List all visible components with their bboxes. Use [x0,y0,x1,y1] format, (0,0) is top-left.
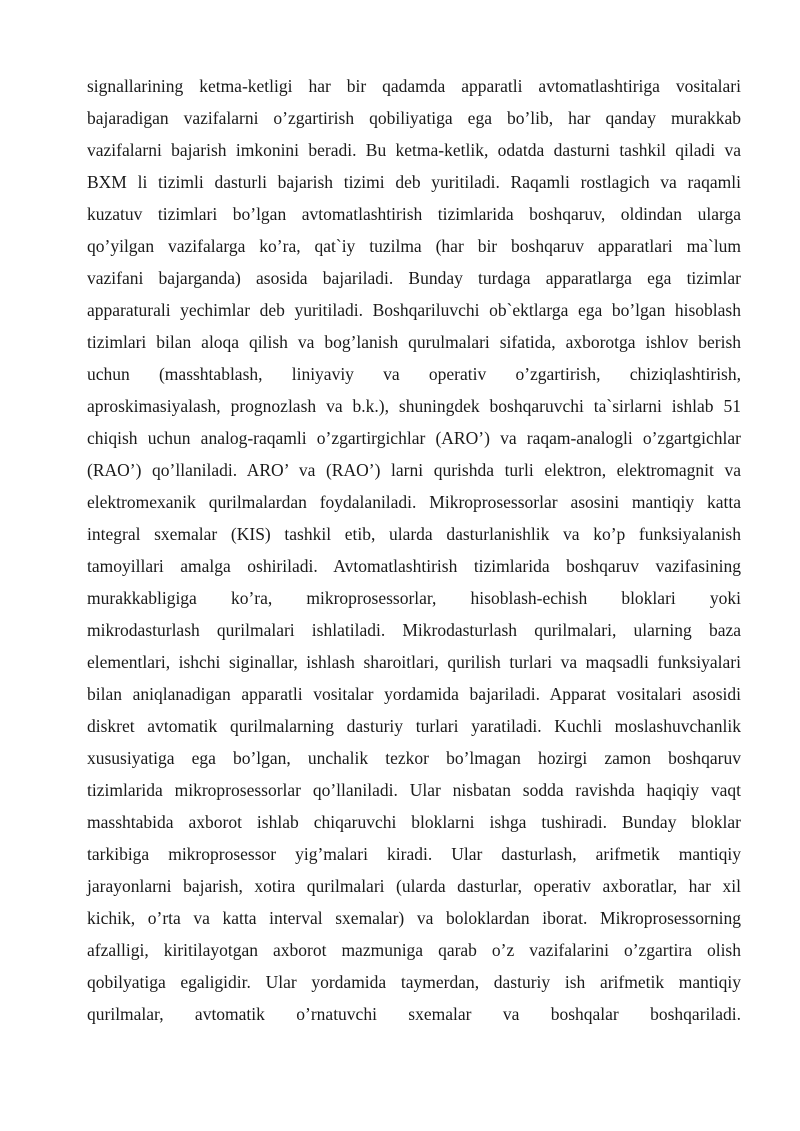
text-line: xususiyatiga ega bo’lgan, unchalik tezkor bo’lmagan hozirgi zamon boshqaruv [87,748,741,768]
text-line: integral sxemalar (KIS) tashkil etib, ularda dasturlanishlik va ko’p funksiyalanish [87,524,741,544]
text-line: qurilmalar, avtomatik o’rnatuvchi sxemalar va boshqalar boshqariladi. [87,1004,741,1024]
text-line: jarayonlarni bajarish, xotira qurilmalari (ularda dasturlar, operativ axboratlar, har xil [87,876,741,896]
text-line: vazifalarni bajarish imkonini beradi. Bu ketma-ketlik, odatda dasturni tashkil qiladi va [87,140,741,160]
text-line: bilan aniqlanadigan apparatli vositalar yordamida bajariladi. Apparat vositalari asosidi [87,684,741,704]
text-line: afzalligi, kiritilayotgan axborot mazmuniga qarab o’z vazifalarini o’zgartira olish [87,940,741,960]
text-line: tizimlarida mikroprosessorlar qo’llaniladi. Ular nisbatan sodda ravishda haqiqiy vaqt [87,780,741,800]
text-line: qo’yilgan vazifalarga ko’ra, qat`iy tuzilma (har bir boshqaruv apparatlari ma`lum [87,236,741,256]
text-line: qobilyatiga egaligidir. Ular yordamida taymerdan, dasturiy ish arifmetik mantiqiy [87,972,741,992]
text-line: signallarining ketma-ketligi har bir qadamda apparatli avtomatlashtiriga vositalari [87,76,741,96]
text-line: tarkibiga mikroprosessor yig’malari kiradi. Ular dasturlash, arifmetik mantiqiy [87,844,741,864]
text-line: mikrodasturlash qurilmalari ishlatiladi. Mikrodasturlash qurilmalari, ularning baza [87,620,741,640]
text-line: BXM li tizimli dasturli bajarish tizimi deb yuritiladi. Raqamli rostlagich va raqamli [87,172,741,192]
text-line: murakkabligiga ko’ra, mikroprosessorlar, hisoblash-echish bloklari yoki [87,588,741,608]
text-line: kuzatuv tizimlari bo’lgan avtomatlashtirish tizimlarida boshqaruv, oldindan ularga [87,204,741,224]
text-line: elementlari, ishchi siginallar, ishlash sharoitlari, qurilish turlari va maqsadli funksiyalari [87,652,741,672]
text-line: uchun (masshtablash, liniyaviy va operativ o’zgartirish, chiziqlashtirish, [87,364,741,384]
text-line: kichik, o’rta va katta interval sxemalar) va boloklardan iborat. Mikroprosessorning [87,908,741,928]
text-line: tamoyillari amalga oshiriladi. Avtomatlashtirish tizimlarida boshqaruv vazifasining [87,556,741,576]
text-line: vazifani bajarganda) asosida bajariladi. Bunday turdaga apparatlarga ega tizimlar [87,268,741,288]
text-line: diskret avtomatik qurilmalarning dasturiy turlari yaratiladi. Kuchli moslashuvchanlik [87,716,741,736]
text-line: (RAO’) qo’llaniladi. ARO’ va (RAO’) larni qurishda turli elektron, elektromagnit va [87,460,741,480]
text-line: elektromexanik qurilmalardan foydalaniladi. Mikroprosessorlar asosini mantiqiy katta [87,492,741,512]
text-line: masshtabida axborot ishlab chiqaruvchi bloklarni ishga tushiradi. Bunday bloklar [87,812,741,832]
body-paragraph [87,70,741,1030]
text-line: apparaturali yechimlar deb yuritiladi. Boshqariluvchi ob`ektlarga ega bo’lgan hisoblash [87,300,741,320]
text-line: bajaradigan vazifalarni o’zgartirish qobiliyatiga ega bo’lib, har qanday murakkab [87,108,741,128]
text-line: chiqish uchun analog-raqamli o’zgartirgichlar (ARO’) va raqam-analogli o’zgartgichlar [87,428,741,448]
text-line: tizimlari bilan aloqa qilish va bog’lanish qurulmalari sifatida, axborotga ishlov berish [87,332,741,352]
text-line: aproskimasiyalash, prognozlash va b.k.), shuningdek boshqaruvchi ta`sirlarni ishlab 51 [87,396,741,416]
